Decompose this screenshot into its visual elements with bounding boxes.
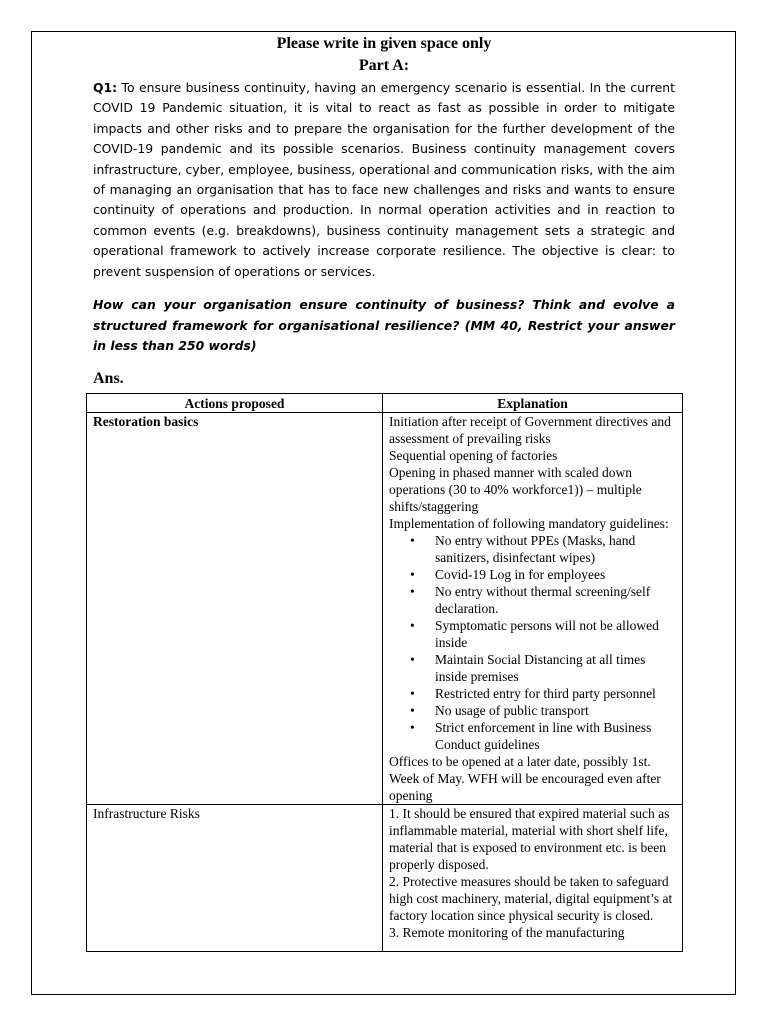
answer-label: Ans. — [93, 370, 124, 387]
explanation-line: 3. Remote monitoring of the manufacturing — [389, 925, 625, 940]
column-header-actions: Actions proposed — [87, 394, 383, 413]
explanation-line: Implementation of following mandatory guidelines: — [389, 516, 669, 531]
guideline-item: • No entry without thermal screening/self declaration. — [435, 583, 676, 617]
guideline-item: • No entry without PPEs (Masks, hand sanitizers, disinfectant wipes) — [435, 532, 676, 566]
action-cell: Restoration basics — [87, 413, 383, 805]
explanation-cell — [383, 805, 683, 952]
explanation-line: Opening in phased manner with scaled down operations (30 to 40% workforce1)) – multiple shifts/staggering — [389, 465, 642, 514]
table-header-row — [87, 394, 683, 413]
guidelines-list — [389, 532, 676, 753]
explanation-line: Initiation after receipt of Government directives and assessment of prevailing risks — [389, 414, 671, 446]
guideline-item: • Strict enforcement in line with Business Conduct guidelines — [435, 719, 676, 753]
question-label: Q1: — [93, 80, 118, 95]
question-prompt: How can your organisation ensure continuity of business? Think and evolve a structured framework for organisational resilience? (MM 40, Restrict your answer in less than 250 words) — [93, 297, 675, 354]
action-cell: Infrastructure Risks — [87, 805, 383, 952]
answer-table — [86, 393, 683, 952]
table-row — [87, 805, 683, 952]
guideline-item: • Covid-19 Log in for employees — [435, 566, 676, 583]
page-title: Please write in given space only — [276, 35, 492, 52]
part-heading: Part A: — [358, 57, 410, 74]
question-paragraph — [93, 78, 675, 282]
explanation-cell — [383, 413, 683, 805]
guideline-item: • Maintain Social Distancing at all times inside premises — [435, 651, 676, 685]
column-header-explanation: Explanation — [383, 394, 683, 413]
guideline-item: • No usage of public transport — [435, 702, 676, 719]
guideline-item: • Symptomatic persons will not be allowed inside — [435, 617, 676, 651]
question-text: To ensure business continuity, having an emergency scenario is essential. In the current COVID 19 Pandemic situation, it is vital to react as fast as possible in order to mitigate impacts and other risks and to prepare the organisation for the further development of the COVID-19 pandemic and its possible scenarios. Business continuity management covers infrastructure, cyber, employee, business, operational and communication risks, with the aim of managing an organisation that has to face new challenges and risks and wants to ensure continuity of operations and production. In normal operation activities and in reaction to common events (e.g. breakdowns), business continuity management sets a strategic and operational framework to actively increase corporate resilience. The objective is clear: to prevent suspension of operations or services. — [93, 80, 675, 279]
explanation-line: Offices to be opened at a later date, possibly 1st. Week of May. WFH will be encouraged even after opening — [389, 754, 661, 803]
guideline-item: • Restricted entry for third party personnel — [435, 685, 676, 702]
explanation-line: 1. It should be ensured that expired material such as inflammable material, material with short shelf life, material that is exposed to environment etc. is been properly disposed. — [389, 806, 670, 872]
explanation-line: 2. Protective measures should be taken to safeguard high cost machinery, material, digital equipment’s at factory location since physical security is closed. — [389, 874, 673, 923]
table-row — [87, 413, 683, 805]
explanation-line: Sequential opening of factories — [389, 448, 558, 463]
